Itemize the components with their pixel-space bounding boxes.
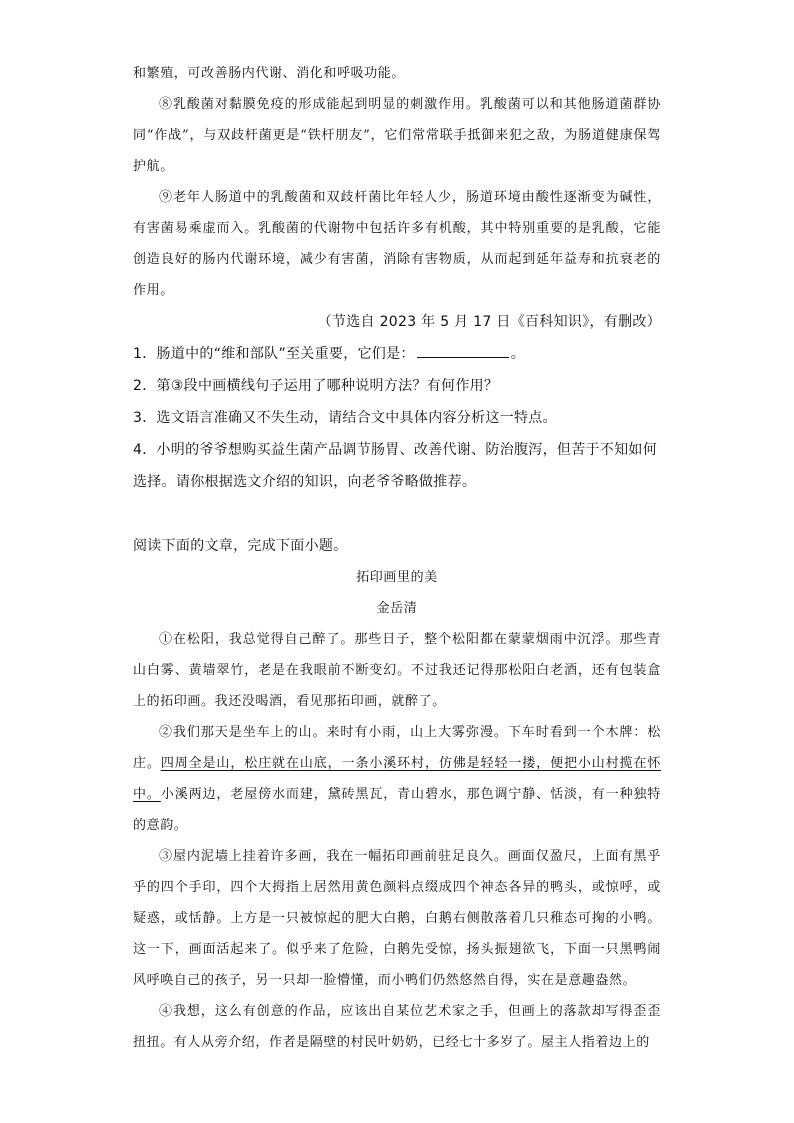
question-3: 3．选文语言准确又不失生动，请结合文中具体内容分析这一特点。 [133,410,557,426]
question-2: 2．第③段中画横线句子运用了哪种说明方法？有何作用？ [133,378,499,394]
paragraph-4: ④我想，这么有创意的作品，应该出自某位艺术家之手，但画上的落款却写得歪歪扭扭。有人从旁介绍，作者是隔壁的村民叶奶奶，已经七十多岁了。屋主人指着边上的 [133,1004,661,1050]
reading-instruction: 阅读下面的文章，完成下面小题。 [133,538,348,554]
section-gap [133,498,661,530]
paragraph-continued: 和繁殖，可改善肠内代谢、消化和呼吸功能。 [133,66,406,81]
paragraph-9: ⑨老年人肠道中的乳酸菌和双歧杆菌比年轻人少，肠道环境由酸性逐渐变为碱性，有害菌易乘虚而入。乳酸菌的代谢物中包括许多有机酸，其中特别重要的是乳酸，它能创造良好的肠内代谢环境，减少有害菌，消除有害物质，从而起到延年益寿和抗衰老的作用。 [133,190,661,298]
paragraph-8: ⑧乳酸菌对黏膜免疫的形成能起到明显的刺激作用。乳酸菌可以和其他肠道菌群协同“作战”，与双歧杆菌更是“铁杆朋友”，它们常常联手抵御来犯之敌，为肠道健康保驾护航。 [133,97,661,174]
question-4: 4．小明的爷爷想购买益生菌产品调节肠胃、改善代谢、防治腹泻，但苦于不知如何选择。请你根据选文介绍的知识，向老爷爷略做推荐。 [133,442,658,490]
article-title: 拓印画里的美 [356,570,438,585]
question-list [133,338,661,498]
question-1-end: 。 [510,346,526,362]
source-note: （节选自 2023 年 5 月 17 日《百科知识》，有删改） [317,314,661,330]
question-1 [133,338,661,370]
paragraph-2-start: ②我们那天是坐车上的山。来时有小雨，山上大雾弥漫。下车时看到一个木牌：松庄。 [133,725,661,771]
question-1-text: 1．肠道中的“维和部队”至关重要，它们是： [133,346,415,362]
paragraph-1: ①在松阳，我总觉得自己醉了。那些日子，整个松阳都在蒙蒙烟雨中沉浮。那些青山白雾、黄墙翠竹，老是在我眼前不断变幻。不过我还记得那松阳白老酒，还有包装盒上的拓印画。我还没喝酒，看见那拓印画，就醉了。 [133,632,661,709]
paragraph-2-end: 小溪两边，老屋傍水而建，黛砖黑瓦，青山碧水，那色调宁静、恬淡，有一种独特的意韵。 [133,787,661,833]
underlined-sentence: 四周全是山，松庄就在山底，一条小溪环村，仿佛是轻轻一搂，便把小山村揽在怀中。 [133,756,661,802]
article-one [133,58,661,338]
article-two [133,530,661,1058]
paragraph-3: ③屋内泥墙上挂着许多画，我在一幅拓印画前驻足良久。画面仅盈尺，上面有黑乎乎的四个手印，四个大拇指上居然用黄色颜料点缀成四个神态各异的鸭头，或惊呼，或疑惑，或恬静。上方是一只被惊起的肥大白鹅，白鹅右侧散落着几只稚态可掬的小鸭。这一下，画面活起来了。似乎来了危险，白鹅先受惊，扬头振翅欲飞，下面一只黑鸭闹风呼唤自己的孩子，另一只却一脸懵懂，而小鸭们仍然悠然自得，实在是意趣盎然。 [133,849,661,988]
paragraph-2 [133,717,661,841]
answer-blank[interactable] [417,343,509,358]
document-page [133,58,661,1058]
article-author: 金岳清 [376,601,418,616]
